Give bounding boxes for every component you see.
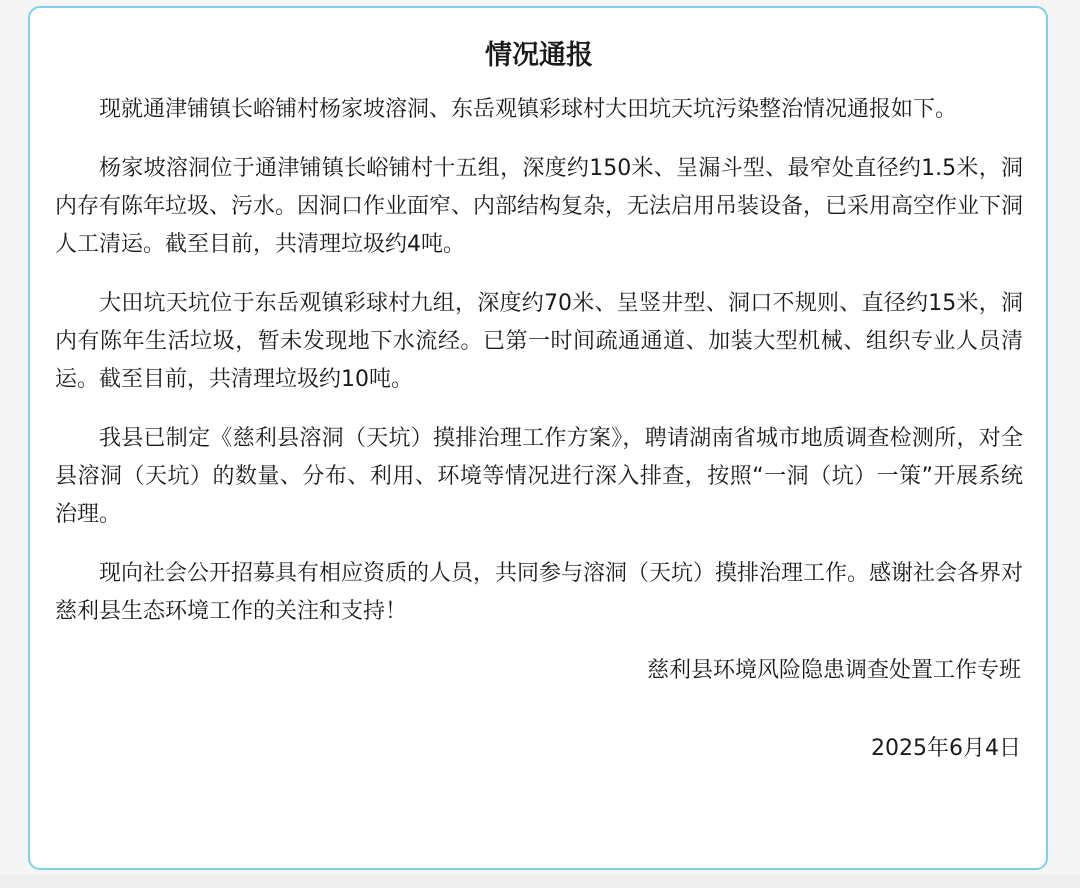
notice-body	[55, 91, 1023, 631]
notice-card	[28, 6, 1048, 870]
paragraph-governance-plan: 我县已制定《慈利县溶洞（天坑）摸排治理工作方案》，聘请湖南省城市地质调查检测所，对全县溶洞（天坑）的数量、分布、利用、环境等情况进行深入排查，按照“一洞（坑）一策”开展系统治理。	[55, 426, 1023, 527]
bottom-strip	[0, 874, 1080, 888]
paragraph-datiankeng-sinkhole: 大田坑天坑位于东岳观镇彩球村九组，深度约70米、呈竖井型、洞口不规则、直径约15米，洞内有陈年生活垃圾，暂未发现地下水流经。已第一时间疏通通道、加装大型机械、组织专业人员清运。截至目前，共清理垃圾约10吨。	[55, 291, 1023, 392]
notice-title: 情况通报	[485, 40, 593, 71]
paragraph-intro: 现就通津铺镇长峪铺村杨家坡溶洞、东岳观镇彩球村大田坑天坑污染整治情况通报如下。	[99, 97, 958, 122]
issue-date: 2025年6月4日	[871, 736, 1021, 761]
paragraph-public-recruitment: 现向社会公开招募具有相应资质的人员，共同参与溶洞（天坑）摸排治理工作。感谢社会各界对慈利县生态环境工作的关注和支持！	[55, 561, 1024, 624]
paragraph-yangjiapo-cave: 杨家坡溶洞位于通津铺镇长峪铺村十五组，深度约150米、呈漏斗型、最窄处直径约1.5米，洞内存有陈年垃圾、污水。因洞口作业面窄、内部结构复杂，无法启用吊装设备，已采用高空作业下洞人工清运。截至目前，共清理垃圾约4吨。	[55, 156, 1024, 257]
issuer-signature: 慈利县环境风险隐患调查处置工作专班	[646, 658, 1021, 683]
